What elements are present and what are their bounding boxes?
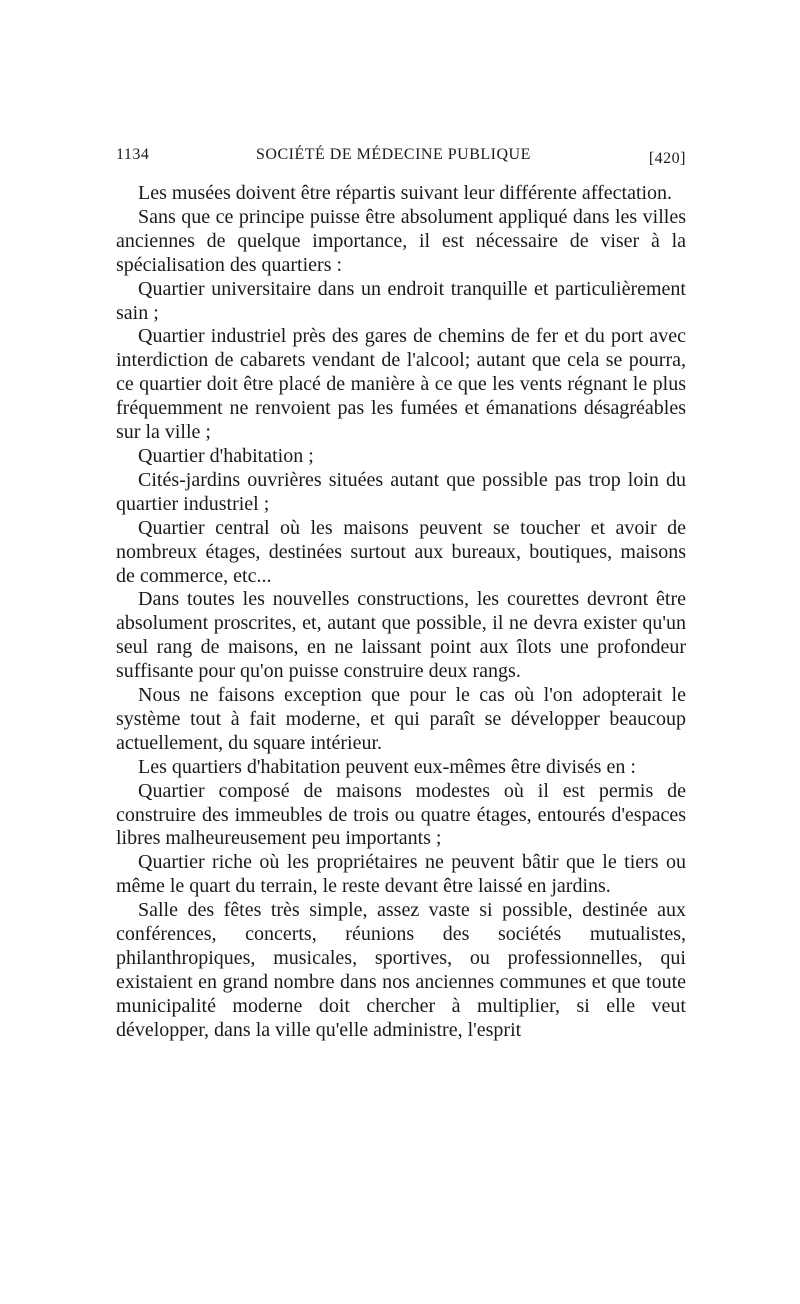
paragraph: Les musées doivent être répartis suivant leur différente affectation. [138,182,673,204]
paragraph: Salle des fêtes très simple, assez vaste si possible, destinée aux conférences, concerts, réunions des sociétés mutualistes, philanthropiques, musicales, sportives, ou professionnelles, qui existaient en grand nombre dans nos anciennes communes et que toute municipalité moderne doit chercher à multiplier, si elle veut développer, dans la ville qu'elle administre, l'esprit [116,899,686,1041]
paragraph: Sans que ce principe puisse être absolument appliqué dans les villes anciennes de quelque importance, il est nécessaire de viser à la spécialisation des quartiers : [116,205,686,276]
body-text [116,182,686,1043]
paragraph: Dans toutes les nouvelles constructions, les courettes devront être absolument proscrites, et, autant que possible, il ne devra exister qu'un seul rang de maisons, en ne laissant point aux îlots une profondeur suffisante pour qu'on puisse construire deux rangs. [116,588,686,683]
paragraph: Cités-jardins ouvrières situées autant que possible pas trop loin du quartier industriel ; [116,468,686,515]
paragraph: Quartier composé de maisons modestes où il est permis de construire des immeubles de trois ou quatre étages, entourés d'espaces libres malheureusement peu importants ; [116,779,686,850]
running-title: SOCIÉTÉ DE MÉDECINE PUBLIQUE [256,146,531,163]
paragraph: Quartier universitaire dans un endroit tranquille et particulièrement sain ; [116,277,686,324]
paragraph: Les quartiers d'habitation peuvent eux-mêmes être divisés en : [138,755,636,778]
paragraph: Quartier d'habitation ; [138,444,314,467]
section-number: [420] [648,150,686,167]
paragraph: Quartier riche où les propriétaires ne peuvent bâtir que le tiers ou même le quart du terrain, le reste devant être laissé en jardins. [116,851,686,898]
paragraph: Quartier industriel près des gares de chemins de fer et du port avec interdiction de cabarets vendant de l'alcool; autant que cela se pourra, ce quartier doit être placé de manière à ce que les vents régnant le plus fréquemment ne renvoient pas les fumées et émanations désagréables sur la ville ; [116,325,686,444]
page-number: 1134 [116,146,150,163]
paragraph: Nous ne faisons exception que pour le cas où l'on adopterait le système tout à fait moderne, et qui paraît se développer beaucoup actuellement, du square intérieur. [116,684,686,754]
paragraph: Quartier central où les maisons peuvent se toucher et avoir de nombreux étages, destinées surtout aux bureaux, boutiques, maisons de commerce, etc... [116,516,686,587]
page-header [116,146,686,170]
